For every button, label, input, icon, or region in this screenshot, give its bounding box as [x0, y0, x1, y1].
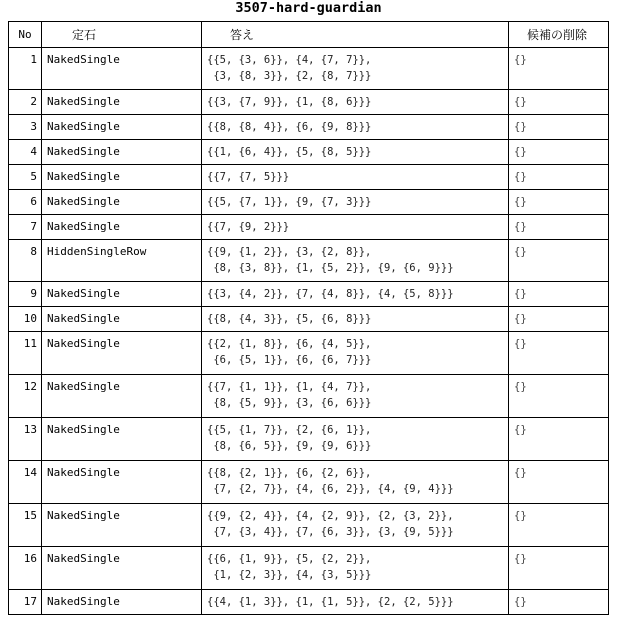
header-technique: 定石 [42, 22, 202, 48]
row-removed: {} [509, 90, 609, 115]
answer-line: {7, {2, 7}}, {4, {6, 2}}, {4, {9, 4}}} [207, 483, 454, 495]
answer-line: {{9, {2, 4}}, {4, {2, 9}}, {2, {3, 2}}, [207, 510, 454, 522]
row-number: 14 [9, 461, 42, 504]
table-row [9, 375, 609, 418]
row-removed: {} [509, 140, 609, 165]
answer-line: {{1, {6, 4}}, {5, {8, 5}}} [207, 146, 372, 158]
row-removed: {} [509, 48, 609, 90]
row-technique: NakedSingle [42, 48, 202, 90]
header-answer: 答え [202, 22, 509, 48]
row-removed: {} [509, 332, 609, 375]
table-row [9, 165, 609, 190]
row-number: 1 [9, 48, 42, 90]
table-row [9, 90, 609, 115]
row-technique: NakedSingle [42, 375, 202, 418]
answer-line: {1, {2, 3}}, {4, {3, 5}}} [207, 569, 372, 581]
row-technique: NakedSingle [42, 547, 202, 590]
row-answer [202, 375, 509, 418]
row-removed: {} [509, 282, 609, 307]
row-answer [202, 461, 509, 504]
row-removed: {} [509, 115, 609, 140]
row-number: 8 [9, 240, 42, 282]
row-technique: NakedSingle [42, 282, 202, 307]
row-technique: NakedSingle [42, 165, 202, 190]
row-technique: NakedSingle [42, 190, 202, 215]
row-answer [202, 547, 509, 590]
row-number: 7 [9, 215, 42, 240]
answer-line: {{9, {1, 2}}, {3, {2, 8}}, [207, 246, 372, 258]
row-answer [202, 590, 509, 615]
table-row [9, 115, 609, 140]
answer-line: {{3, {7, 9}}, {1, {8, 6}}} [207, 96, 372, 108]
table-row [9, 282, 609, 307]
answer-line: {7, {3, 4}}, {7, {6, 3}}, {3, {9, 5}}} [207, 526, 454, 538]
row-answer [202, 140, 509, 165]
answer-line: {8, {6, 5}}, {9, {9, 6}}} [207, 440, 372, 452]
answer-line: {{8, {2, 1}}, {6, {2, 6}}, [207, 467, 372, 479]
row-number: 17 [9, 590, 42, 615]
header-no: No [9, 22, 42, 48]
row-answer [202, 90, 509, 115]
row-technique: NakedSingle [42, 140, 202, 165]
row-number: 15 [9, 504, 42, 547]
row-number: 2 [9, 90, 42, 115]
row-technique: NakedSingle [42, 307, 202, 332]
row-answer [202, 307, 509, 332]
row-removed: {} [509, 461, 609, 504]
row-removed: {} [509, 215, 609, 240]
answer-line: {{8, {8, 4}}, {6, {9, 8}}} [207, 121, 372, 133]
answer-line: {{2, {1, 8}}, {6, {4, 5}}, [207, 338, 372, 350]
answer-line: {{5, {3, 6}}, {4, {7, 7}}, [207, 54, 372, 66]
answer-line: {{3, {4, 2}}, {7, {4, 8}}, {4, {5, 8}}} [207, 288, 454, 300]
table-row [9, 418, 609, 461]
answer-line: {3, {8, 3}}, {2, {8, 7}}} [207, 70, 372, 82]
row-answer [202, 332, 509, 375]
table-header-row [9, 22, 609, 48]
row-number: 6 [9, 190, 42, 215]
answer-line: {6, {5, 1}}, {6, {6, 7}}} [207, 354, 372, 366]
header-removed: 候補の削除 [509, 22, 609, 48]
row-removed: {} [509, 375, 609, 418]
row-removed: {} [509, 418, 609, 461]
row-answer [202, 115, 509, 140]
answer-line: {{6, {1, 9}}, {5, {2, 2}}, [207, 553, 372, 565]
row-number: 10 [9, 307, 42, 332]
row-number: 3 [9, 115, 42, 140]
table-row [9, 190, 609, 215]
row-number: 9 [9, 282, 42, 307]
table-row [9, 461, 609, 504]
table-body [9, 48, 609, 615]
row-number: 4 [9, 140, 42, 165]
table-row [9, 504, 609, 547]
row-answer [202, 240, 509, 282]
row-technique: NakedSingle [42, 504, 202, 547]
row-answer [202, 165, 509, 190]
table-row [9, 140, 609, 165]
row-number: 12 [9, 375, 42, 418]
answer-line: {{4, {1, 3}}, {1, {1, 5}}, {2, {2, 5}}} [207, 596, 454, 608]
row-number: 11 [9, 332, 42, 375]
row-technique: NakedSingle [42, 461, 202, 504]
row-technique: NakedSingle [42, 215, 202, 240]
row-technique: NakedSingle [42, 418, 202, 461]
page-title: 3507-hard-guardian [235, 0, 382, 16]
row-removed: {} [509, 504, 609, 547]
row-removed: {} [509, 307, 609, 332]
answer-line: {{7, {1, 1}}, {1, {4, 7}}, [207, 381, 372, 393]
row-answer [202, 282, 509, 307]
row-removed: {} [509, 165, 609, 190]
table-row [9, 547, 609, 590]
row-answer [202, 215, 509, 240]
row-answer [202, 190, 509, 215]
table-row [9, 215, 609, 240]
row-technique: NakedSingle [42, 115, 202, 140]
table-row [9, 48, 609, 90]
row-number: 16 [9, 547, 42, 590]
row-technique: HiddenSingleRow [42, 240, 202, 282]
row-number: 13 [9, 418, 42, 461]
row-technique: NakedSingle [42, 332, 202, 375]
row-answer [202, 418, 509, 461]
row-technique: NakedSingle [42, 90, 202, 115]
table-row [9, 307, 609, 332]
answer-line: {{7, {9, 2}}} [207, 221, 290, 233]
answer-line: {{7, {7, 5}}} [207, 171, 290, 183]
row-removed: {} [509, 190, 609, 215]
answer-line: {{5, {1, 7}}, {2, {6, 1}}, [207, 424, 372, 436]
row-answer [202, 504, 509, 547]
table-row [9, 590, 609, 615]
row-removed: {} [509, 590, 609, 615]
answer-line: {8, {3, 8}}, {1, {5, 2}}, {9, {6, 9}}} [207, 262, 454, 274]
row-answer [202, 48, 509, 90]
table-row [9, 240, 609, 282]
table-row [9, 332, 609, 375]
answer-line: {{5, {7, 1}}, {9, {7, 3}}} [207, 196, 372, 208]
row-removed: {} [509, 240, 609, 282]
row-removed: {} [509, 547, 609, 590]
solution-table [8, 21, 609, 615]
answer-line: {{8, {4, 3}}, {5, {6, 8}}} [207, 313, 372, 325]
row-technique: NakedSingle [42, 590, 202, 615]
answer-line: {8, {5, 9}}, {3, {6, 6}}} [207, 397, 372, 409]
row-number: 5 [9, 165, 42, 190]
